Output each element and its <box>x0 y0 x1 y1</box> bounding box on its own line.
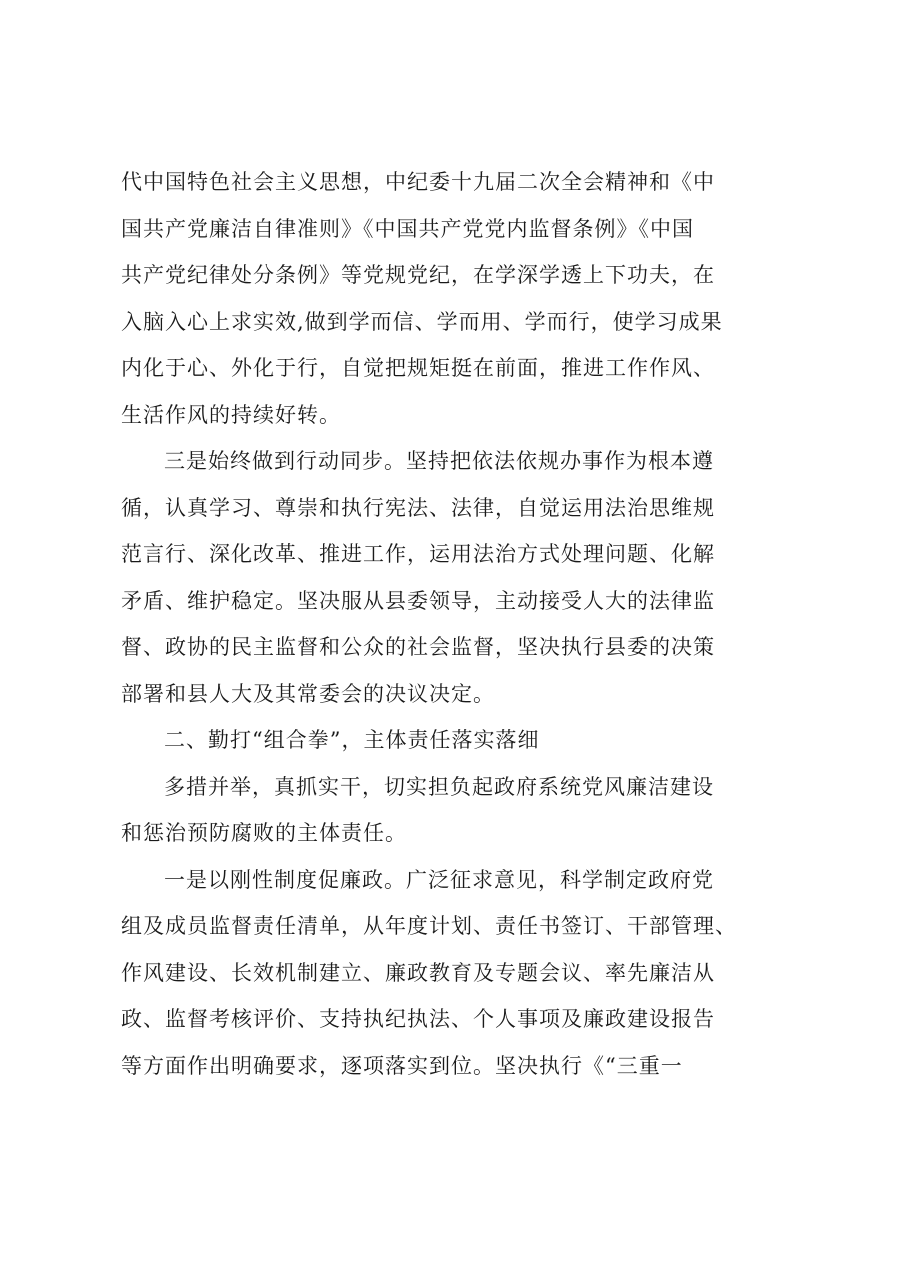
text-line: 共产党纪律处分条例》等党规党纪，在学深学透上下功夫，在 <box>121 263 715 287</box>
text-line: 一是以刚性制度促廉政。广泛征求意见，科学制定政府党 <box>164 867 714 892</box>
text-line: 矛盾、维护稳定。坚决服从县委领导，主动接受人大的法律监 <box>121 588 715 613</box>
text-line: 组及成员监督责任清单，从年度计划、责任书签订、干部管理、 <box>121 914 737 938</box>
text-line: 代中国特色社会主义思想，中纪委十九届二次全会精神和《中 <box>121 170 715 194</box>
text-line: 作风建设、长效机制建立、廉政教育及专题会议、率先廉洁从 <box>121 960 715 985</box>
text-line: 等方面作出明确要求，逐项落实到位。坚决执行《“三重一 <box>121 1053 683 1078</box>
text-line: 督、政协的民主监督和公众的社会监督，坚决执行县委的决策 <box>121 635 715 659</box>
text-line: 部署和县人大及其常委会的决议决定。 <box>121 681 495 706</box>
text-line: 政、监督考核评价、支持执纪执法、个人事项及廉政建设报告 <box>121 1007 715 1031</box>
text-line: 范言行、深化改革、推进工作，运用法治方式处理问题、化解 <box>121 542 715 566</box>
text-line: 二、勤打“组合拳”，主体责任落实落细 <box>164 728 540 752</box>
text-line: 和惩治预防腐败的主体责任。 <box>121 821 407 845</box>
text-line: 生活作风的持续好转。 <box>121 402 341 427</box>
text-line: 循，认真学习、尊崇和执行宪法、法律，自觉运用法治思维规 <box>121 495 715 520</box>
text-line: 三是始终做到行动同步。坚持把依法依规办事作为根本遵 <box>164 449 714 473</box>
text-line: 多措并举，真抓实干，切实担负起政府系统党风廉洁建设 <box>164 774 714 799</box>
document-body <box>121 159 801 1089</box>
text-line: 入脑入心上求实效,做到学而信、学而用、学而行，使学习成果 <box>121 309 723 334</box>
text-line: 内化于心、外化于行，自觉把规矩挺在前面，推进工作作风、 <box>121 356 715 380</box>
text-line: 国共产党廉洁自律准则》《中国共产党党内监督条例》《中国 <box>121 216 694 241</box>
